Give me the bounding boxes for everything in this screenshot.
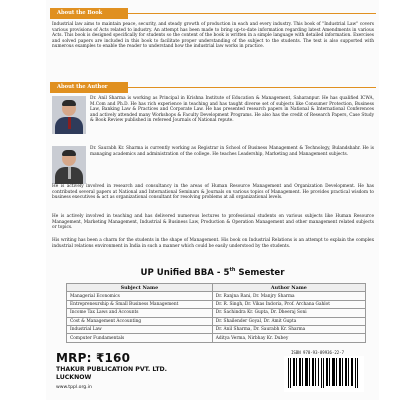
column-header-subject: Subject Name bbox=[67, 284, 213, 292]
about-book-text: Industrial law aims to maintain peace, security, and steady growth of production in each and every industry. This book of "Industrial Law" covers various provisions of Acts related to industry. An attempt has been made to bring up-to-date information regarding latest Amendments in various Acts. This book is designed specifically for students so the content of the book is written in a simple language with detailed information. Exercises and solved papers are included in this book to facilitate proper understanding of the subject to the students. The text is also supported with numerous examples to enable the reader to understand how the industrial law works in practice. bbox=[52, 22, 374, 50]
series-title-text: UP Unified BBA - 5 bbox=[140, 267, 230, 278]
author-cell: Dr. Sachindra Kr. Gupta, Dr. Dheeraj Soni bbox=[212, 309, 365, 317]
table-row bbox=[67, 300, 366, 308]
about-book-heading: About the Book bbox=[50, 8, 128, 19]
author-2-photo bbox=[52, 146, 86, 184]
table-header-row bbox=[67, 284, 366, 292]
about-author-heading: About the Author bbox=[50, 82, 128, 93]
subject-cell: Income Tax Laws and Accounts bbox=[67, 309, 213, 317]
publisher-name bbox=[56, 366, 167, 382]
series-title-tail: Semester bbox=[235, 267, 285, 278]
author-2-teaching: He is actively involved in teaching and has delivered numerous lectures to professional students on various subjects like Human Resource Management, Marketing Management, Industrial & Business Law, Production & Operation Management and other management related subjects or topics. bbox=[52, 214, 374, 231]
author-1-photo bbox=[52, 96, 86, 134]
about-author-rule bbox=[128, 87, 376, 88]
author-1-bio: Dr. Anil Sharma is working as Principal in Krishna Institute of Education & Management, Saharanpur. He has qualified ICWA, M.Com and Ph.D. He has rich experience in teaching and has taught diverse set of subjects like Consumer Protection, Business Law, Banking Law & Practices and Corporate Law. He has presented research papers in National & International Conferences and actively attended many Workshops & Faculty Development Programs. He also has the credit of Research Papers, Case Study & Book Review published in refereed Journals of National repute. bbox=[90, 96, 374, 124]
publisher-line-2: LUCKNOW bbox=[56, 374, 92, 381]
author-2-bio: Dr. Saurabh Kr. Sharma is currently working as Registrar in School of Business Management & Technology, Bulandshahr. He is managing academics and administration of the college. He teaches Leadership, Marketing and Management subjects. bbox=[90, 146, 374, 157]
back-cover bbox=[46, 0, 379, 400]
isbn-barcode-icon bbox=[284, 356, 364, 392]
publisher-website-link[interactable]: www.tppl.org.in bbox=[56, 385, 92, 390]
table-row bbox=[67, 317, 366, 325]
author-cell: Aditya Verma, Nirbhay Kr. Dubey bbox=[212, 334, 365, 342]
subject-cell: Managerial Economics bbox=[67, 292, 213, 300]
author-cell: Dr. Ranjna Rani, Dr. Manjry Sharma bbox=[212, 292, 365, 300]
column-header-author: Author Name bbox=[212, 284, 365, 292]
isbn-label: ISBN 978-93-89936-22-7 bbox=[291, 350, 344, 355]
subjects-table bbox=[66, 283, 366, 343]
subject-cell: Computer Fundamentals bbox=[67, 334, 213, 342]
table-row bbox=[67, 325, 366, 333]
author-cell: Dr. Anil Sharma, Dr. Saurabh Kr. Sharma bbox=[212, 325, 365, 333]
series-title bbox=[46, 267, 379, 278]
table-row bbox=[67, 292, 366, 300]
author-cell: Dr. R. Singh, Dr. Vikas Indoria, Prof. Archana Gahlot bbox=[212, 300, 365, 308]
mrp-price: MRP: ₹160 bbox=[56, 351, 131, 365]
publisher-line-1: THAKUR PUBLICATION PVT. LTD. bbox=[56, 366, 168, 373]
subject-cell: Industrial Law bbox=[67, 325, 213, 333]
author-cell: Dr. Shailender Goyal, Dr. Amit Gupta bbox=[212, 317, 365, 325]
table-row bbox=[67, 309, 366, 317]
subject-cell: Cost & Management Accounting bbox=[67, 317, 213, 325]
subject-cell: Entrepreneurship & Small Business Management bbox=[67, 300, 213, 308]
about-book-rule bbox=[128, 13, 376, 14]
author-2-research: He is actively involved in research and consultancy in the areas of Human Resource Management and Organization Development. He has contributed several papers at National and International Seminars & Journals on various topics of Management. He provides practical wisdom to business executives & act as organizational consultant for resolving problems at all organizational levels. bbox=[52, 184, 374, 201]
table-row bbox=[67, 334, 366, 342]
series-title-sup: th bbox=[229, 267, 236, 273]
author-2-writing: His writing has been a charm for the students in the shape of Management. His book on Industrial Relations is an attempt to explain the complex industrial relations environment in India in such a manner which could be easily understood by the students. bbox=[52, 238, 374, 249]
